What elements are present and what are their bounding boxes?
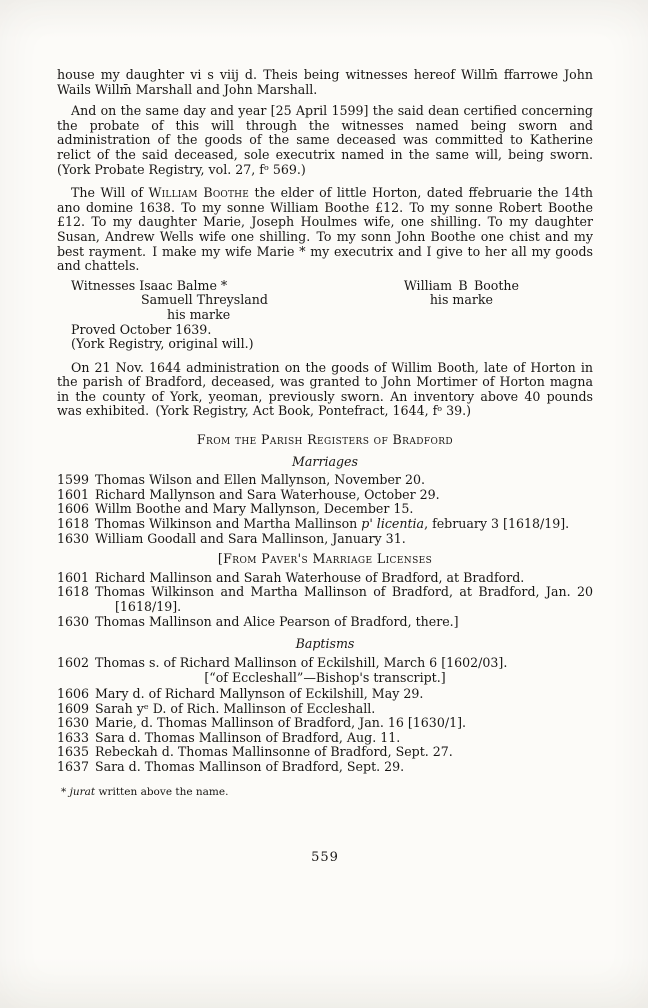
baptisms-list-first (57, 656, 593, 671)
entry-year: 1637 (57, 758, 90, 774)
entry-year: 1633 (57, 729, 90, 745)
jurat-footnote: * jurat written above the name. (61, 785, 229, 798)
entry-text: Thomas Mallinson and Alice Pearson of Bradford, there.] (95, 613, 459, 629)
entry-text: Willm Boothe and Mary Mallynson, December 15. (95, 501, 414, 517)
baptism-entry-row (57, 702, 593, 717)
baptism-entry-row (57, 731, 593, 746)
witness-block (57, 279, 593, 323)
license-entry-row (57, 585, 593, 614)
subheading-marriages: Marriages (292, 453, 358, 469)
proved-line: Proved October 1639. (71, 321, 212, 337)
entry-text: Thomas Wilkinson and Martha Mallinson p' licentia, february 3 [1618/19]. (95, 516, 570, 532)
marriage-entry-row (57, 532, 593, 547)
marriage-entry-row (57, 473, 593, 488)
entry-year: 1635 (57, 744, 90, 760)
entry-year: 1630 (57, 530, 90, 546)
license-entry-row (57, 615, 593, 630)
witness-line-3: his marke (167, 306, 231, 322)
section-heading-pavers-licenses: [From Paver's Marriage Licenses (217, 551, 433, 567)
entry-text: Mary d. of Richard Mallynson of Eckilshill, May 29. (95, 685, 424, 701)
entry-text: Rebeckah d. Thomas Mallinsonne of Bradford, Sept. 27. (95, 744, 453, 760)
entry-text: Thomas Wilkinson and Martha Mallinson of Bradford, at Bradford, Jan. 20 [1618/19]. (95, 584, 593, 614)
witness-right-column (404, 279, 519, 323)
pavers-licenses-list (57, 571, 593, 629)
entry-text: Sarah yᵉ D. of Rich. Mallinson of Eccleshall. (95, 700, 376, 716)
entry-year: 1630 (57, 613, 90, 629)
entry-text: Thomas s. of Richard Mallinson of Eckilshill, March 6 [1602/03]. (95, 654, 508, 670)
entry-year: 1618 (57, 584, 90, 600)
entry-year: 1601 (57, 486, 90, 502)
registry-line: (York Registry, original will.) (71, 336, 254, 352)
entry-text: William Goodall and Sara Mallinson, January 31. (95, 530, 406, 546)
baptism-entry-row (57, 745, 593, 760)
marriage-entry-row (57, 502, 593, 517)
para-probate-certification: And on the same day and year [25 April 1599] the said dean certified concerning the probate of this will through the witnesses named being sworn and administration of the goods of the same deceased was committed to Katherine relict of the said deceased, sole executrix named in the same will, being sworn. (York Probate Registry, vol. 27, fᵒ 569.) (57, 103, 593, 177)
marriage-entry-row (57, 488, 593, 503)
entry-text: Sara d. Thomas Mallinson of Bradford, Sept. 29. (95, 758, 405, 774)
entry-text: Marie, d. Thomas Mallinson of Bradford, Jan. 16 [1630/1]. (95, 715, 467, 731)
baptism-entry-row (57, 760, 593, 775)
entry-year: 1599 (57, 472, 90, 488)
license-entry-row (57, 571, 593, 586)
baptism-entry-row (57, 656, 593, 671)
baptism-entry-row (57, 687, 593, 702)
entry-year: 1602 (57, 654, 90, 670)
entry-year: 1606 (57, 501, 90, 517)
witness-left-column (71, 279, 268, 323)
entry-year: 1618 (57, 516, 90, 532)
entry-year: 1630 (57, 715, 90, 731)
marriages-list (57, 473, 593, 546)
entry-text: Sara d. Thomas Mallinson of Bradford, Aug. 11. (95, 729, 401, 745)
marriage-entry-row (57, 517, 593, 532)
para-will-william-boothe: The Will of William Boothe the elder of little Horton, dated ffebruarie the 14th ano domine 1638. To my sonne William Boothe £12. To my sonne Robert Boothe £12. To my daughter Marie, Joseph Houlmes wife, one shilling. To my daughter Susan, Andrew Wells wife one shilling. To my sonn John Boothe one chist and my best rayment. I make my wife Marie * my executrix and I give to her all my goods and chattels. (57, 185, 593, 274)
baptism-entry-row (57, 716, 593, 731)
entry-year: 1606 (57, 685, 90, 701)
para-administration-1644: On 21 Nov. 1644 administration on the goods of Willim Booth, late of Horton in the parish of Bradford, deceased, was granted to John Mortimer of Horton magna in the county of York, yeoman, previously sworn. An inventory above 40 pounds was exhibited. (York Registry, Act Book, Pontefract, 1644, fᵒ 39.) (57, 359, 593, 419)
entry-text: Richard Mallinson and Sarah Waterhouse of Bradford, at Bradford. (95, 569, 525, 585)
entry-year: 1609 (57, 700, 90, 716)
entry-text: Richard Mallynson and Sara Waterhouse, October 29. (95, 486, 440, 502)
testator-marke: his marke (429, 292, 493, 308)
witness-line-1: Witnesses Isaac Balme * (71, 277, 228, 293)
para-will-witnesses-continuation: house my daughter vi s viij d. Theis being witnesses hereof Willm̄ ffarrowe John Wails Willm̄ Marshall and John Marshall. (57, 67, 593, 97)
section-heading-parish-registers: From the Parish Registers of Bradford (196, 432, 454, 448)
entry-year: 1601 (57, 569, 90, 585)
witness-line-2: Samuell Threysland (141, 292, 268, 308)
entry-text: Thomas Wilson and Ellen Mallynson, November 20. (95, 472, 425, 488)
testator-signature: William B Boothe (403, 277, 519, 293)
subheading-baptisms: Baptisms (295, 636, 355, 652)
transcript-note: [“of Eccleshall”—Bishop's transcript.] (204, 670, 446, 686)
page-number: 559 (311, 849, 339, 865)
baptisms-list-second (57, 687, 593, 775)
